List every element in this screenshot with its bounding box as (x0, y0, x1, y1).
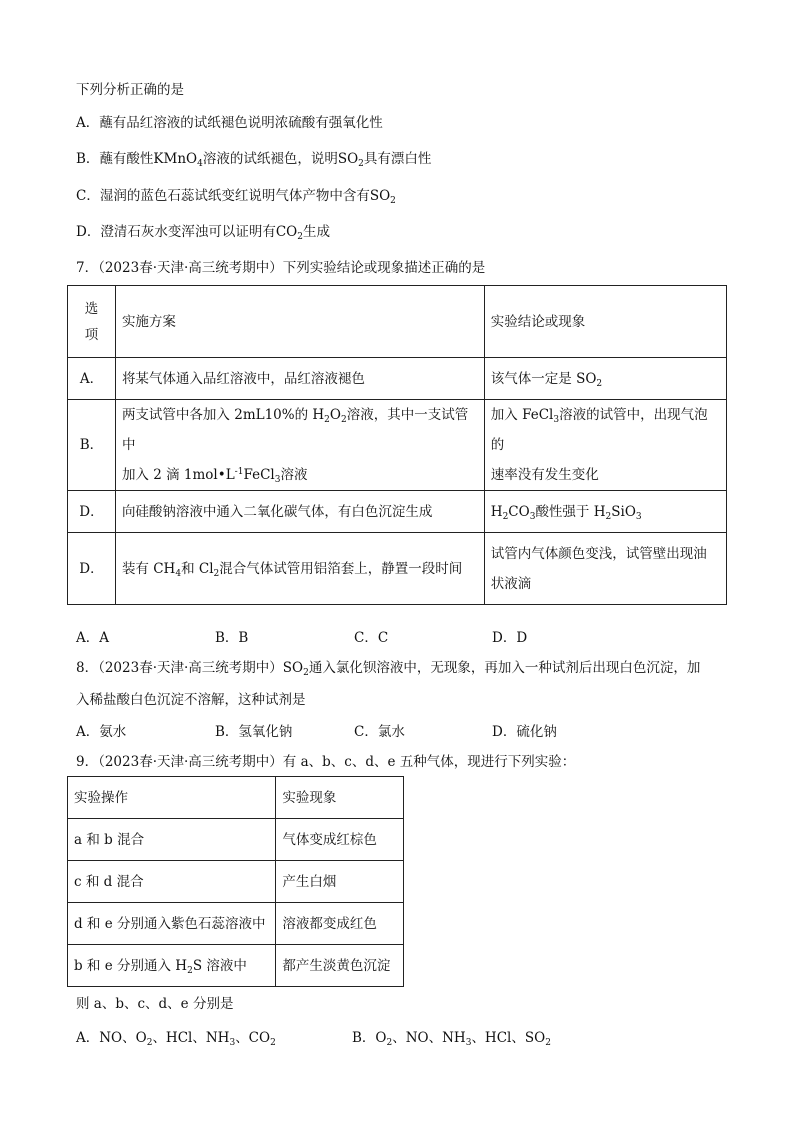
q8-stem: 8．（2023春·天津·高三统考期中）$SO_2$通入氯化钡溶液中，无现象，再加入一种试剂后出现白色沉淀，加 (76, 660, 701, 678)
row-phenomenon: 溶液都变成红色 (276, 903, 404, 945)
row-phenomenon: 气体变成红棕色 (276, 819, 404, 861)
choice-b[interactable]: B．氢氧化钠 (215, 724, 293, 740)
row-option: A． (68, 358, 116, 400)
q7-choices (76, 626, 527, 646)
row-result: 试管内气体颜色变浅，试管壁出现油 状液滴 (484, 533, 726, 605)
q6-option-b: B．蘸有酸性KMnO$_4$溶液的试纸褪色，说明$SO_2$具有漂白性 (76, 151, 432, 169)
q9-choices (76, 1026, 551, 1046)
choice-d[interactable]: D．D (492, 630, 528, 646)
q6-stem: 下列分析正确的是 (76, 82, 184, 98)
row-option: B． (68, 400, 116, 491)
q6-option-d: D．澄清石灰水变浑浊可以证明有$CO_2$生成 (76, 224, 330, 242)
q7-table (67, 285, 727, 605)
row-operation: b 和 e 分别通入 $H_2S$ 溶液中 (68, 945, 276, 987)
row-phenomenon: 都产生淡黄色沉淀 (276, 945, 404, 987)
choice-b[interactable]: B．$O_2$、NO、$NH_3$、HCl、$SO_2$ (352, 1030, 551, 1048)
table-row (68, 945, 404, 987)
header-phenomenon: 实验现象 (276, 777, 404, 819)
row-operation: c 和 d 混合 (68, 861, 276, 903)
header-result: 实验结论或现象 (484, 286, 726, 358)
row-operation: a 和 b 混合 (68, 819, 276, 861)
q6-option-a: A．蘸有品红溶液的试纸褪色说明浓硫酸有强氧化性 (76, 115, 383, 131)
q8-stem-line2: 入稀盐酸白色沉淀不溶解，这种试剂是 (76, 692, 306, 708)
table-row (68, 533, 727, 605)
q9-question: 则 a、b、c、d、e 分别是 (76, 996, 234, 1012)
row-result: 加入 FeCl$_3$溶液的试管中，出现气泡的 速率没有发生变化 (484, 400, 726, 491)
table-row (68, 861, 404, 903)
row-plan: 向硅酸钠溶液中通入二氧化碳气体，有白色沉淀生成 (115, 491, 484, 533)
table-row (68, 491, 727, 533)
header-plan: 实施方案 (115, 286, 484, 358)
q6-option-c: C．湿润的蓝色石蕊试纸变红说明气体产物中含有$SO_2$ (76, 188, 396, 206)
table-row (68, 819, 404, 861)
row-option: D． (68, 533, 116, 605)
row-plan: 将某气体通入品红溶液中，品红溶液褪色 (115, 358, 484, 400)
row-plan: 装有 $CH_4$和 $Cl_2$混合气体试管用铝箔套上，静置一段时间 (115, 533, 484, 605)
table-row (68, 358, 727, 400)
header-option: 选 项 (68, 286, 116, 358)
q7-stem: 7．（2023春·天津·高三统考期中）下列实验结论或现象描述正确的是 (76, 260, 486, 276)
table-row (68, 400, 727, 491)
row-result: $H_2CO_3$酸性强于 $H_2SiO_3$ (484, 491, 726, 533)
q8-choices (76, 720, 557, 740)
row-operation: d 和 e 分别通入紫色石蕊溶液中 (68, 903, 276, 945)
choice-a[interactable]: A．A (76, 630, 109, 646)
row-plan: 两支试管中各加入 2mL10%的 $H_2O_2$溶液，其中一支试管中 加入 2 滴 $1mol•L^{-1}FeCl_3$溶液 (115, 400, 484, 491)
row-result: 该气体一定是 $SO_2$ (484, 358, 726, 400)
choice-d[interactable]: D．硫化钠 (492, 724, 557, 740)
row-phenomenon: 产生白烟 (276, 861, 404, 903)
q9-stem: 9．（2023春·天津·高三统考期中）有 a、b、c、d、e 五种气体，现进行下列实验： (76, 754, 576, 770)
table-row (68, 903, 404, 945)
choice-b[interactable]: B．B (215, 630, 249, 646)
choice-c[interactable]: C．C (354, 630, 389, 646)
table-header-row (68, 286, 727, 358)
header-operation: 实验操作 (68, 777, 276, 819)
row-option: D． (68, 491, 116, 533)
choice-c[interactable]: C．氯水 (354, 724, 405, 740)
table-header-row (68, 777, 404, 819)
choice-a[interactable]: A．NO、$O_2$、HCl、$NH_3$、$CO_2$ (76, 1030, 276, 1048)
choice-a[interactable]: A．氨水 (76, 724, 127, 740)
q9-table (67, 776, 404, 987)
